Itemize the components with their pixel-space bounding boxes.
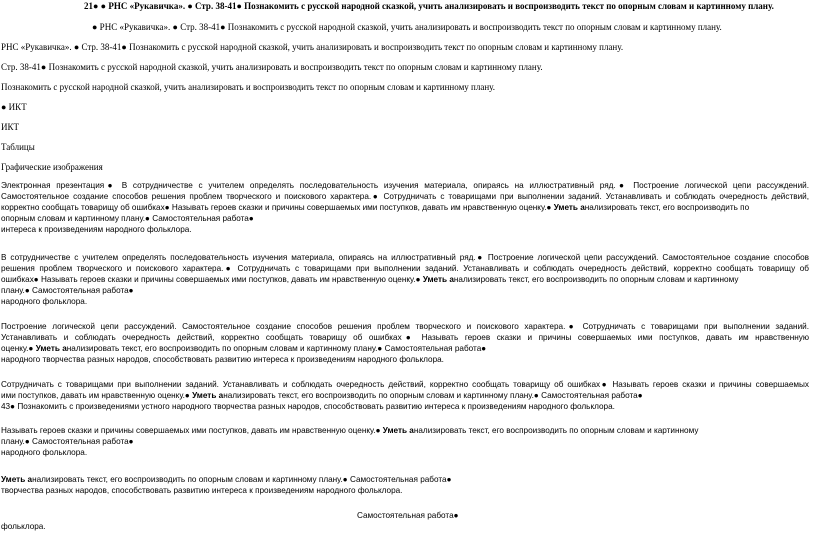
block1-bold-text: Уметь а [553,203,585,212]
block3-text: народного творчества разных народов, способствовать развитию интереса к произведениям народного фольклора. [1,355,444,364]
block2-bold-text: Уметь а [422,275,454,284]
block6-line-1 [1,475,452,485]
block2-text: ошибках● Называть героев сказки и причины совершаемых ими поступков, давать им нравственную оценку.● [1,275,421,284]
block1-line-2 [1,192,809,202]
footer-line-1 [357,511,459,521]
block4-line-1 [1,380,809,390]
block5-bold-text: Уметь а [382,426,414,435]
block5-line-1 [1,426,698,436]
block1-text: интереса к произведениям народного фольклора. [1,225,192,234]
block3-line-3 [1,344,486,354]
block4-text: 43● Познакомить с произведениями устного народного творчества разных народов, способствовать развитию интереса к произведениям народного фольклора. [1,402,615,411]
block5-line-2 [1,437,134,447]
block6-text: творчества разных народов, способствовать развитию интереса к произведениям народного фольклора. [1,486,403,495]
list-item-ikt-bullet [1,102,27,113]
block6-text: нализировать текст, его воспроизводить по опорным словам и картинному плану.● Самостоятельная работа● [32,475,452,484]
block4-text: нализировать текст, его воспроизводить по опорным словам и картинному плану.● Самостоятельная работа● [223,391,643,400]
list-item-text: Графические изображения [1,162,103,172]
block1-line-1 [1,181,809,191]
block1-text: корректно сообщать товарищу об ошибках● Называть героев сказки и причины совершаемых ими поступков, давать им нравственную оценку.● [1,203,552,212]
block2-text: плану.● Самостоятельная работа● [1,286,134,295]
block2-line-1 [1,253,809,263]
block3-text: Построение логической цепи рассуждений. Самостоятельное создание способов решения проблем творческого и поискового характера.● Сотрудничать с товарищами при выполнении заданий. [1,322,809,331]
block3-text: оценку.● [1,344,34,353]
block3-text: нализировать текст, его воспроизводить по опорным словам и картинному плану.● Самостоятельная работа● [66,344,487,353]
block1-line-3 [1,203,749,213]
block1-line-4 [1,214,254,224]
block6-line-2 [1,486,402,496]
block1-text: опорным словам и картинному плану.● Самостоятельная работа● [1,214,254,223]
block4-line-3 [1,402,615,412]
heading-line-3 [1,42,623,53]
block4-text: Сотрудничать с товарищами при выполнении заданий. Устанавливать и соблюдать очередность действий, корректно сообщать товарищу об ошибках● Называть героев сказки и причины совершаемых [1,380,809,389]
footer-text: Самостоятельная работа● [357,511,459,520]
block3-line-4 [1,355,444,365]
list-item-text: ИКТ [1,122,19,132]
list-item-text: Таблицы [1,142,35,152]
list-item-graphics [1,162,103,173]
block2-text: решения проблем творческого и поискового характера.● Сотрудничать с товарищами при выполнении заданий. Устанавливать и соблюдать очередность действий, корректно сообщать товарищу об [1,264,809,273]
block1-text: Электронная презентация● В сотрудничестве с учителем определять последовательность изучения материала, опираясь на иллюстративный ряд.● Построение логической цепи рассуждений. [1,181,809,190]
block2-text: народного фольклора. [1,297,88,306]
block5-line-3 [1,448,87,458]
heading-line-2-text: ● РНС «Рукавичка». ● Стр. 38-41● Познакомить с русской народной сказкой, учить анализировать и воспроизводить текст по опорным словам и картинному плану. [92,22,722,32]
heading-line-2 [92,22,722,33]
block2-text: нализировать текст, его воспроизводить по опорным словам и картинному [453,275,739,284]
heading-line-3-text: РНС «Рукавичка». ● Стр. 38-41● Познакомить с русской народной сказкой, учить анализировать и воспроизводить текст по опорным словам и картинному плану. [1,42,624,52]
block5-text: Называть героев сказки и причины совершаемых ими поступков, давать им нравственную оценку.● [1,426,381,435]
block5-text: нализировать текст, его воспроизводить по опорным словам и картинному [413,426,699,435]
heading-line-1-text: 21● ● РНС «Рукавичка». ● Стр. 38-41● Познакомить с русской народной сказкой, учить анализировать и воспроизводить текст по опорным словам и картинному плану. [84,1,774,11]
block3-line-1 [1,322,809,332]
block2-line-4 [1,286,134,296]
block2-line-5 [1,297,87,307]
block5-text: народного фольклора. [1,448,88,457]
block1-text: нализировать текст, его воспроизводить по [584,203,750,212]
block3-line-2 [1,333,809,343]
block4-text: ими поступков, давать им нравственную оценку.● [1,391,190,400]
block2-line-2 [1,264,809,274]
block3-text: Устанавливать и соблюдать очередность действий, корректно сообщать товарищу об ошибках● Называть героев сказки и причины совершаемых ими поступков, давать им нравственную [1,333,809,342]
block4-bold-text: Уметь а [192,391,224,400]
block6-bold-text: Уметь а [1,475,33,484]
block1-text: Самостоятельное создание способов решения проблем творческого и поискового характера.● Сотрудничать с товарищами при выполнении заданий. Устанавливать и соблюдать очередность действий, [1,192,809,201]
heading-line-4 [1,62,543,73]
heading-line-5 [1,82,495,93]
list-item-tables [1,142,35,153]
block2-text: В сотрудничестве с учителем определять последовательность изучения материала, опираясь на иллюстративный ряд.● Построение логической цепи рассуждений. Самостоятельное создание способов [1,253,809,262]
block5-text: плану.● Самостоятельная работа● [1,437,134,446]
block2-line-3 [1,275,738,285]
footer-line-2 [1,522,46,532]
heading-line-1 [84,1,774,12]
block4-line-2 [1,391,643,401]
list-item-text: ● ИКТ [1,102,27,112]
list-item-ikt [1,122,19,133]
footer-text: фольклора. [1,522,46,531]
block3-bold-text: Уметь а [35,344,67,353]
heading-line-5-text: Познакомить с русской народной сказкой, учить анализировать и воспроизводить текст по опорным словам и картинному плану. [1,82,495,92]
heading-line-4-text: Стр. 38-41● Познакомить с русской народной сказкой, учить анализировать и воспроизводить текст по опорным словам и картинному плану. [1,62,543,72]
block1-line-5 [1,225,192,235]
